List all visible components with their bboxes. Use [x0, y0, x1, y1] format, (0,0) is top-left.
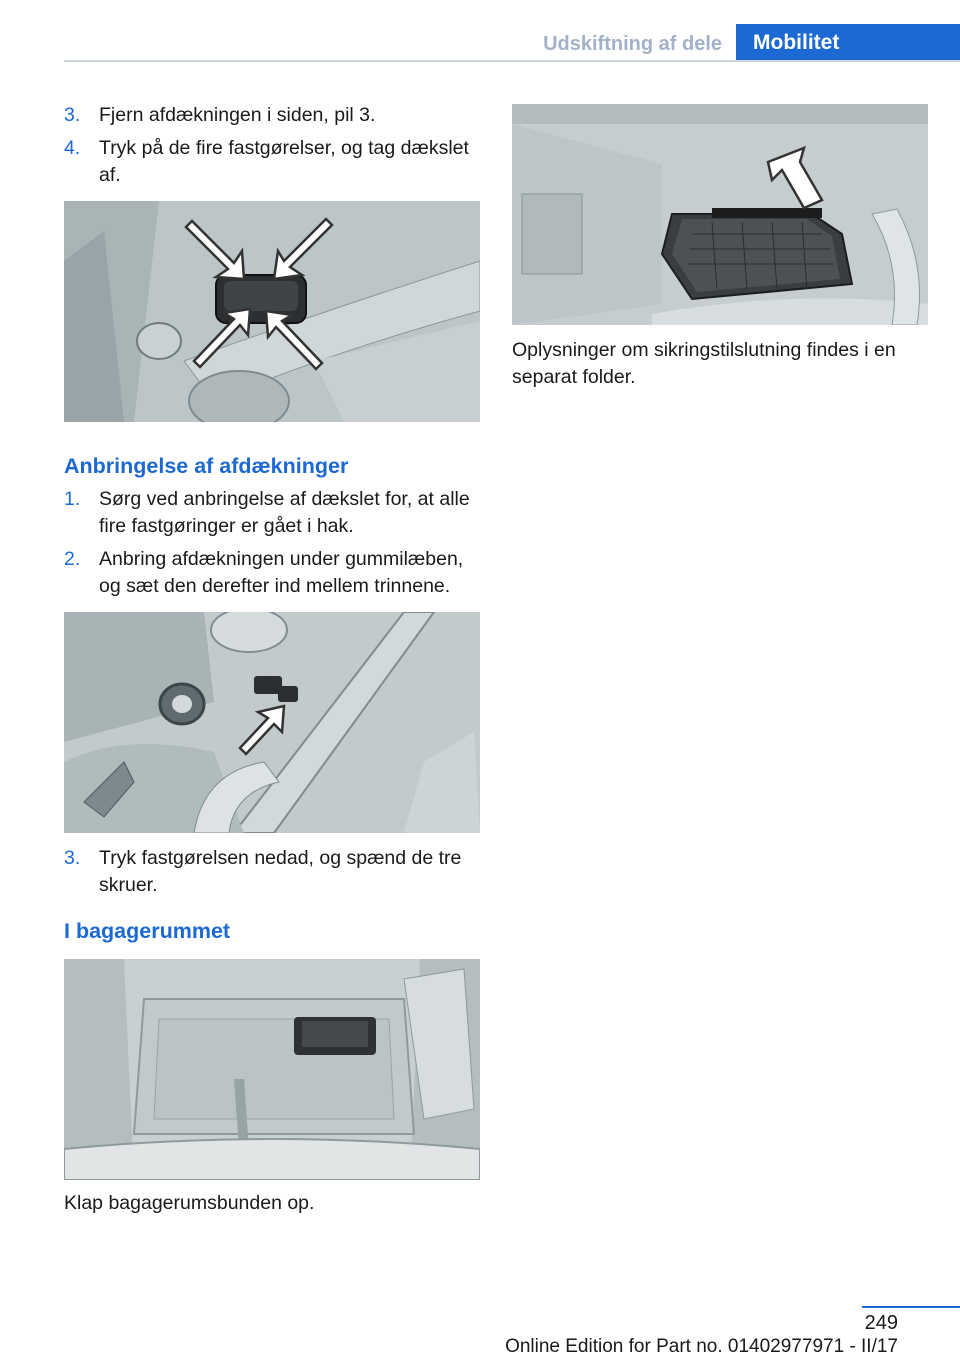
step-ensure-engaged: [64, 486, 480, 540]
step-press-fasteners: [64, 135, 480, 189]
figure-trunk-overview: [64, 959, 480, 1180]
step-number: 4.: [64, 137, 81, 159]
header-rule: [64, 60, 960, 62]
step-number: 3.: [64, 847, 81, 869]
step-text: Tryk fastgørelsen nedad, og spænd de tre skruer.: [99, 847, 462, 896]
page-number: 249: [864, 1312, 898, 1334]
step-text: Fjern afdækningen i siden, pil 3.: [99, 104, 376, 126]
step-remove-side-cover: [64, 102, 480, 129]
running-header-chapter-tab: Mobilitet: [736, 24, 960, 62]
footer-rule: [862, 1306, 960, 1308]
step-number: 1.: [64, 488, 81, 510]
step-text: Anbring afdækningen under gummilæben, og sæt den derefter ind mellem trinnene.: [99, 548, 464, 597]
step-place-cover: [64, 546, 480, 600]
step-press-down-tighten: [64, 845, 480, 899]
figure-fuse-box: [512, 104, 928, 325]
caption-open-trunk-floor: Klap bagagerumsbunden op.: [64, 1192, 315, 1214]
step-number: 2.: [64, 548, 81, 570]
step-text: Sørg ved anbringelse af dækslet for, at alle fire fastgøringer er gået i hak.: [99, 488, 470, 537]
heading-in-trunk: I bagagerummet: [64, 919, 231, 943]
heading-cover-placement: Anbringelse af afdækninger: [64, 454, 349, 478]
edition-note: Online Edition for Part no. 01402977971 - II/17: [505, 1336, 898, 1357]
figure-cover-placement: [64, 612, 480, 833]
running-header-section: Udskiftning af dele: [543, 33, 722, 55]
figure-cover-fasteners: [64, 201, 480, 422]
step-text: Tryk på de fire fastgørelser, og tag dækslet af.: [99, 137, 469, 186]
caption-fuse-info: Oplysninger om sikringstilslutning findes i en separat folder.: [512, 339, 896, 388]
left-column: [64, 102, 480, 1217]
step-number: 3.: [64, 104, 81, 126]
right-column: [512, 104, 928, 391]
